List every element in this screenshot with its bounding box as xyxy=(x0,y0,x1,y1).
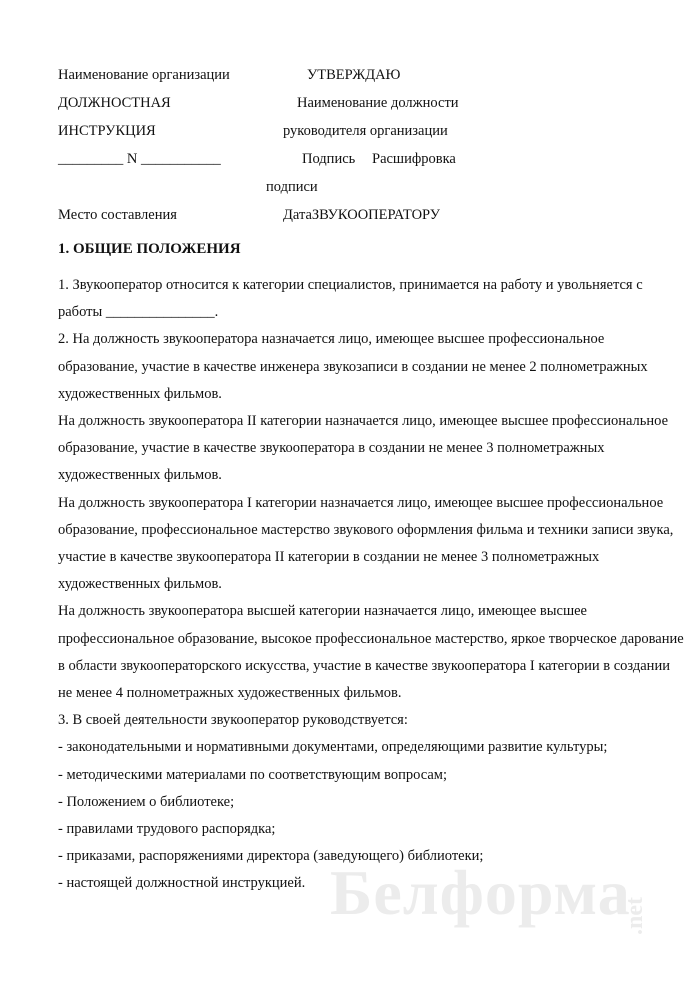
watermark-suffix: .net xyxy=(622,897,648,935)
body-line: образование, участие в качестве инженера звукозаписи в создании не менее 2 полнометражных xyxy=(58,358,648,375)
place-label: Место составления xyxy=(58,207,177,223)
section-body xyxy=(58,272,684,898)
signature-label: Подпись xyxy=(302,151,356,167)
body-line: участие в качестве звукооператора II категории в создании не менее 3 полнометражных xyxy=(58,549,600,566)
body-line: На должность звукооператора высшей категории назначается лицо, имеющее высшее xyxy=(58,603,587,620)
body-line: 2. На должность звукооператора назначается лицо, имеющее высшее профессиональное xyxy=(58,331,605,348)
watermark-brand: Белформа xyxy=(330,857,631,928)
body-line: - Положением о библиотеке; xyxy=(58,793,235,810)
doc-type-line1: ДОЛЖНОСТНАЯ xyxy=(58,95,171,111)
body-line: художественных фильмов. xyxy=(58,467,222,484)
body-line: - приказами, распоряжениями директора (заведующего) библиотеки; xyxy=(58,848,484,865)
body-line: - методическими материалами по соответствующим вопросам; xyxy=(58,766,448,783)
body-line: - правилами трудового распорядка; xyxy=(58,821,276,838)
body-line: - законодательными и нормативными документами, определяющими развитие культуры; xyxy=(58,739,608,756)
date-title-label: ДатаЗВУКООПЕРАТОРУ xyxy=(283,207,441,223)
body-line: На должность звукооператора II категории назначается лицо, имеющее высшее профессиональное xyxy=(58,413,669,430)
body-line: художественных фильмов. xyxy=(58,385,222,402)
approve-label: УТВЕРЖДАЮ xyxy=(307,67,401,83)
body-line: - настоящей должностной инструкцией. xyxy=(58,875,306,892)
body-line: работы _______________. xyxy=(58,304,219,321)
body-line: 3. В своей деятельности звукооператор руководствуется: xyxy=(58,712,408,729)
body-line: На должность звукооператора I категории назначается лицо, имеющее высшее профессиональное xyxy=(58,494,664,511)
body-line: не менее 4 полнометражных художественных фильмов. xyxy=(58,685,402,702)
body-line: образование, профессиональное мастерство звукового оформления фильма и техники записи звука, xyxy=(58,521,674,538)
position-title-label: Наименование должности xyxy=(297,95,459,111)
doc-type-line2: ИНСТРУКЦИЯ xyxy=(58,123,156,139)
head-of-org-label: руководителя организации xyxy=(283,123,448,139)
body-line: профессиональное образование, высокое профессиональное мастерство, яркое творческое дарование xyxy=(58,630,684,647)
body-line: 1. Звукооператор относится к категории специалистов, принимается на работу и увольняется с xyxy=(58,277,643,293)
body-line: художественных фильмов. xyxy=(58,576,222,593)
section-heading: 1. ОБЩИЕ ПОЛОЖЕНИЯ xyxy=(58,241,241,257)
body-line: в области звукооператорского искусства, участие в качестве звукооператора I категории в создании xyxy=(58,657,670,674)
signature-of-label: подписи xyxy=(266,179,318,195)
doc-number-line: _________ N ___________ xyxy=(58,151,221,167)
org-name-label: Наименование организации xyxy=(58,67,230,83)
body-line: образование, участие в качестве звукооператора в создании не менее 3 полнометражных xyxy=(58,440,605,457)
decoding-label: Расшифровка xyxy=(372,151,456,167)
